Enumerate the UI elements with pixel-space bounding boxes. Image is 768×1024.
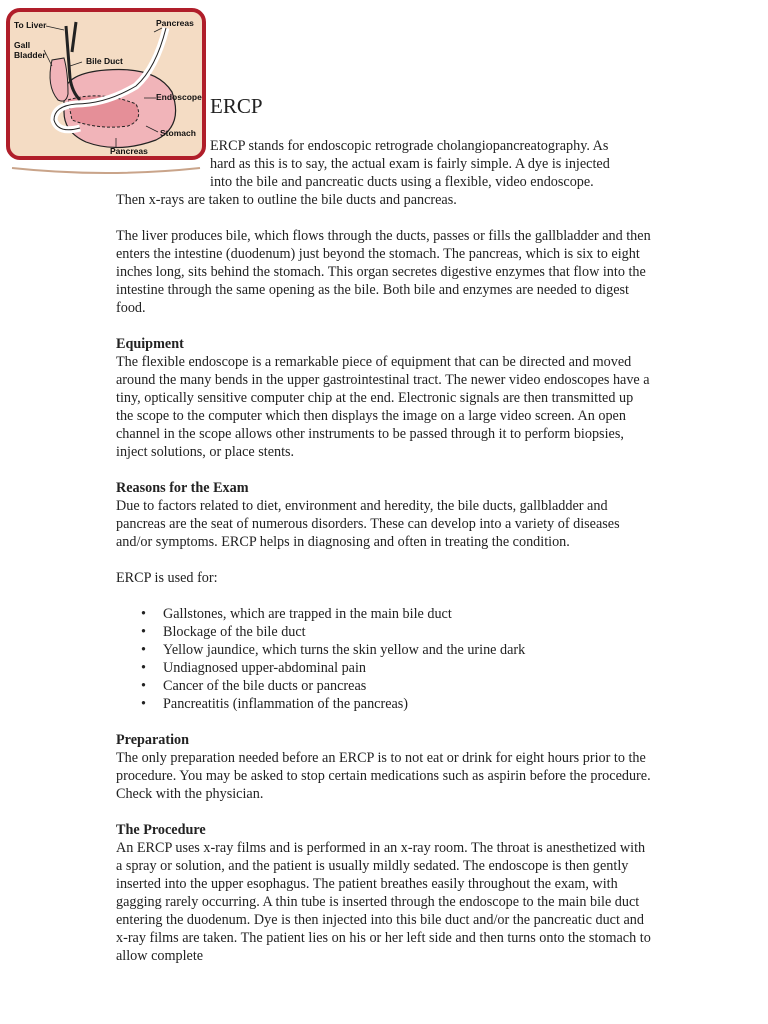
- used-for-list: [116, 605, 654, 713]
- bullet-icon: •: [141, 642, 146, 658]
- label-to-liver: To Liver: [14, 20, 47, 30]
- document-body: [116, 137, 654, 983]
- bullet-icon: •: [141, 696, 146, 712]
- label-gall: Gall: [14, 40, 31, 50]
- procedure-paragraph: An ERCP uses x-ray films and is performed in an x-ray room. The throat is anesthetized with a spray or solution, and the patient is usually mildly sedated. The endoscope is then gently inserted into the upper esophagus. The patient breathes easily throughout the exam, with gagging rarely occurring. A thin tube is inserted through the endoscope to the main bile duct entering the duodenum. Dye is then injected into this bile duct and/or the pancreatic duct and x-ray films are taken. The patient lies on his or her left side and then turns onto the stomach to allow complete: [116, 840, 651, 964]
- list-item: • Pancreatitis (inflammation of the pancreas): [141, 696, 409, 712]
- label-pancreas-top: Pancreas: [156, 18, 194, 28]
- list-item: • Blockage of the bile duct: [141, 624, 306, 640]
- procedure-heading: The Procedure: [116, 822, 206, 838]
- intro-line-3: into the bile and pancreatic ducts using a flexible, video endoscope.: [210, 174, 594, 190]
- bullet-icon: •: [141, 606, 146, 622]
- list-item: • Cancer of the bile ducts or pancreas: [141, 678, 367, 694]
- intro-line-4: Then x-rays are taken to outline the bile ducts and pancreas.: [116, 192, 457, 208]
- label-stomach: Stomach: [160, 128, 196, 138]
- used-for-intro: ERCP is used for:: [116, 570, 218, 586]
- reasons-paragraph: Due to factors related to diet, environment and heredity, the bile ducts, gallbladder and pancreas are the seat of numerous disorders. These can develop into a variety of diseases and/or symptoms. ERCP helps in diagnosing and often in treating the condition.: [116, 498, 620, 550]
- preparation-paragraph: The only preparation needed before an ERCP is to not eat or drink for eight hours prior to the procedure. You may be asked to stop certain medications such as aspirin before the procedure. Check with the physician.: [116, 750, 651, 802]
- bullet-icon: •: [141, 660, 146, 676]
- list-item: • Yellow jaundice, which turns the skin yellow and the urine dark: [141, 642, 526, 658]
- bullet-icon: •: [141, 678, 146, 694]
- equipment-paragraph: The flexible endoscope is a remarkable piece of equipment that can be directed and moved around the many bends in the upper gastrointestinal tract. The newer video endoscopes have a tiny, optically sensitive computer chip at the end. Electronic signals are then transmitted up the scope to the computer which then displays the image on a large video screen. An open channel in the scope allows other instruments to be passed through it to perform biopsies, inject solutions, or place stents.: [116, 354, 650, 460]
- equipment-heading: Equipment: [116, 336, 184, 352]
- liver-paragraph: The liver produces bile, which flows through the ducts, passes or fills the gallbladder and then enters the intestine (duodenum) just beyond the stomach. The pancreas, which is six to eight inches long, sits behind the stomach. This organ secretes digestive enzymes that flow into the intestine through the same opening as the bile. Both bile and enzymes are needed to digest food.: [116, 228, 651, 316]
- intro-line-2: hard as this is to say, the actual exam is fairly simple. A dye is injected: [210, 156, 610, 172]
- page-title: ERCP: [210, 94, 263, 118]
- list-item: • Gallstones, which are trapped in the main bile duct: [141, 606, 452, 622]
- intro-line-1: ERCP stands for endoscopic retrograde cholangiopancreatography. As: [210, 138, 609, 154]
- preparation-heading: Preparation: [116, 732, 190, 748]
- label-endoscope: Endoscope: [156, 92, 202, 102]
- reasons-heading: Reasons for the Exam: [116, 480, 249, 496]
- label-bladder: Bladder: [14, 50, 46, 60]
- label-bile-duct: Bile Duct: [86, 56, 123, 66]
- bullet-icon: •: [141, 624, 146, 640]
- intro-paragraph: [116, 137, 654, 209]
- label-pancreas-bottom: Pancreas: [110, 146, 148, 156]
- list-item: • Undiagnosed upper-abdominal pain: [141, 660, 367, 676]
